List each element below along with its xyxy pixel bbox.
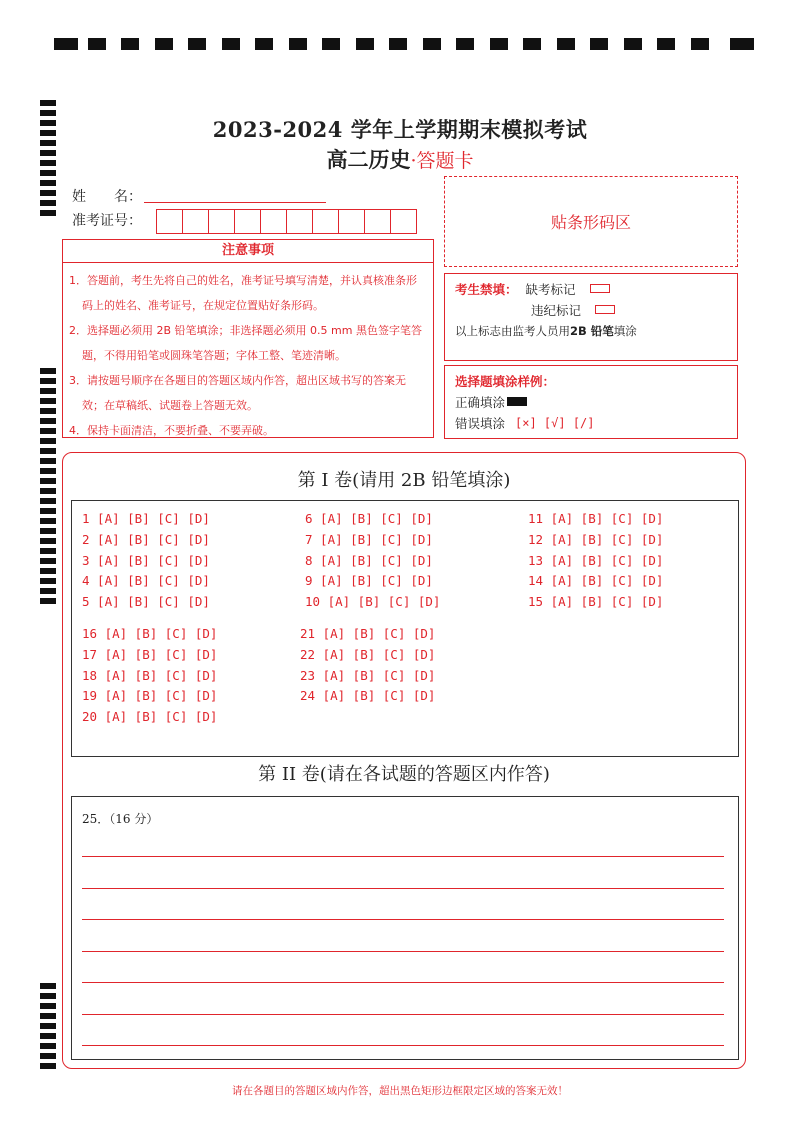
violation-mark-box[interactable] — [595, 305, 615, 314]
timing-mark — [40, 190, 56, 196]
timing-mark — [523, 38, 541, 50]
choice-question-row[interactable]: 24 [A] [B] [C] [D] — [300, 688, 436, 704]
choice-question-row[interactable]: 22 [A] [B] [C] [D] — [300, 646, 436, 662]
timing-mark — [590, 38, 608, 50]
choice-question-row[interactable]: 2 [A] [B] [C] [D] — [82, 531, 210, 547]
answer-line — [82, 982, 724, 983]
timing-mark — [40, 498, 56, 504]
timing-mark — [40, 983, 56, 989]
violation-mark-label: 违纪标记 — [531, 302, 582, 318]
timing-mark — [40, 558, 56, 564]
exam-title: 2023-2024 学年上学期期末模拟考试 — [212, 117, 588, 142]
choice-question-row[interactable]: 1 [A] [B] [C] [D] — [82, 511, 210, 526]
timing-mark — [40, 1053, 56, 1059]
timing-mark — [54, 38, 78, 50]
timing-mark — [40, 598, 56, 604]
exam-id-digit-box[interactable] — [234, 209, 261, 234]
timing-mark — [40, 518, 56, 524]
timing-mark — [423, 38, 441, 50]
question-25-label: 25．（16 分） — [82, 812, 159, 826]
timing-mark — [40, 428, 56, 434]
exam-id-boxes[interactable] — [156, 209, 416, 234]
answer-line — [82, 856, 724, 857]
choice-question-row[interactable]: 23 [A] [B] [C] [D] — [300, 667, 436, 683]
absent-mark-label: 缺考标记 — [525, 281, 576, 297]
section1-title: 第 I 卷(请用 2B 铅笔填涂) — [297, 470, 511, 491]
notice-item-3: 3．请按题号顺序在各题目的答题区域内作答，超出区域书写的答案无效；在草稿纸、试题卷上答题无效。 — [69, 374, 406, 412]
notice-heading: 注意事项 — [62, 239, 434, 263]
choice-question-row[interactable]: 15 [A] [B] [C] [D] — [528, 594, 664, 610]
answer-line — [82, 1045, 724, 1046]
timing-mark — [322, 38, 340, 50]
footer-warning: 请在各题目的答题区域内作答，超出黑色矩形边框限定区域的答案无效！ — [232, 1085, 568, 1097]
timing-mark — [40, 588, 56, 594]
choice-question-row[interactable]: 6 [A] [B] [C] [D] — [305, 511, 433, 526]
wrong-fill-examples: [×] [√] [/] — [515, 415, 595, 430]
timing-mark — [40, 478, 56, 484]
notice-item-4: 4．保持卡面清洁，不要折叠、不要弄破。 — [69, 424, 274, 437]
side-timing-marks-lower — [40, 983, 56, 1073]
timing-mark — [255, 38, 273, 50]
subject-title — [0, 144, 800, 174]
exam-id-digit-box[interactable] — [260, 209, 287, 234]
notice-item-1: 1．答题前，考生先将自己的姓名，准考证号填写清楚，并认真核准条形码上的姓名、准考证号，在规定位置贴好条形码。 — [69, 274, 417, 312]
choice-question-row[interactable]: 14 [A] [B] [C] [D] — [528, 573, 664, 589]
timing-mark — [40, 538, 56, 544]
choice-question-row[interactable]: 8 [A] [B] [C] [D] — [305, 552, 433, 568]
name-label: 姓 名： — [72, 189, 142, 205]
timing-mark — [40, 438, 56, 444]
timing-mark — [40, 368, 56, 374]
timing-mark — [40, 408, 56, 414]
choice-question-row[interactable]: 12 [A] [B] [C] [D] — [528, 531, 664, 547]
timing-mark — [456, 38, 474, 50]
side-timing-marks-middle — [40, 368, 56, 608]
timing-mark — [40, 528, 56, 534]
timing-mark — [40, 508, 56, 514]
timing-mark — [40, 388, 56, 394]
proctor-note-pencil: 2B 铅笔 — [570, 323, 614, 338]
subject-name: 高二历史 — [326, 147, 411, 172]
timing-mark — [40, 1003, 56, 1009]
timing-mark — [40, 100, 56, 106]
timing-mark — [40, 448, 56, 454]
section2-title: 第 II 卷(请在各试题的答题区内作答) — [258, 764, 550, 785]
timing-mark — [40, 993, 56, 999]
proctor-note-suffix: 填涂 — [613, 323, 637, 338]
timing-mark — [40, 1063, 56, 1069]
exam-id-digit-box[interactable] — [286, 209, 313, 234]
choice-question-row[interactable]: 19 [A] [B] [C] [D] — [82, 688, 218, 704]
correct-fill-example — [507, 397, 527, 406]
correct-fill-label: 正确填涂 — [455, 394, 506, 410]
timing-mark — [40, 1013, 56, 1019]
timing-mark — [40, 378, 56, 384]
essay-answer-box[interactable] — [71, 796, 739, 1060]
timing-mark — [40, 488, 56, 494]
timing-mark — [557, 38, 575, 50]
timing-mark — [40, 180, 56, 186]
timing-mark — [40, 210, 56, 216]
timing-mark — [40, 548, 56, 554]
choice-question-row[interactable]: 18 [A] [B] [C] [D] — [82, 667, 218, 683]
fill-sample-heading: 选择题填涂样例： — [455, 373, 556, 389]
exam-id-digit-box[interactable] — [364, 209, 391, 234]
exam-id-digit-box[interactable] — [338, 209, 365, 234]
choice-question-row[interactable]: 17 [A] [B] [C] [D] — [82, 646, 218, 662]
timing-mark — [222, 38, 240, 50]
timing-mark — [657, 38, 675, 50]
timing-mark — [40, 1033, 56, 1039]
barcode-area: 贴条形码区 — [444, 176, 738, 267]
exam-id-label: 准考证号： — [72, 213, 142, 229]
choice-question-row[interactable]: 21 [A] [B] [C] [D] — [300, 626, 436, 641]
proctor-note-prefix: 以上标志由监考人员用 — [455, 323, 570, 338]
choice-question-row[interactable]: 20 [A] [B] [C] [D] — [82, 709, 218, 725]
exam-id-digit-box[interactable] — [182, 209, 209, 234]
absent-mark-box[interactable] — [590, 284, 610, 293]
timing-mark — [40, 398, 56, 404]
timing-mark — [40, 468, 56, 474]
choice-question-row[interactable]: 5 [A] [B] [C] [D] — [82, 594, 210, 610]
timing-mark — [356, 38, 374, 50]
exam-id-digit-box[interactable] — [208, 209, 235, 234]
notice-list — [62, 262, 434, 438]
timing-mark — [389, 38, 407, 50]
timing-mark — [691, 38, 709, 50]
timing-mark — [40, 200, 56, 206]
timing-mark — [730, 38, 754, 50]
timing-mark — [88, 38, 106, 50]
timing-mark — [40, 418, 56, 424]
choice-question-row[interactable]: 4 [A] [B] [C] [D] — [82, 573, 210, 589]
choice-question-row[interactable]: 3 [A] [B] [C] [D] — [82, 552, 210, 568]
fill-sample-panel — [444, 365, 738, 439]
choice-question-row[interactable]: 13 [A] [B] [C] [D] — [528, 552, 664, 568]
timing-mark — [188, 38, 206, 50]
timing-mark — [289, 38, 307, 50]
choice-question-row[interactable]: 9 [A] [B] [C] [D] — [305, 573, 433, 589]
notice-item-2: 2．选择题必须用 2B 铅笔填涂；非选择题必须用 0.5 mm 黑色签字笔答题，不得用铅笔或圆珠笔答题；字体工整、笔迹清晰。 — [69, 324, 422, 362]
timing-mark — [40, 568, 56, 574]
proctor-only-label: 考生禁填： — [455, 281, 518, 297]
choice-question-row[interactable]: 10 [A] [B] [C] [D] — [305, 594, 441, 610]
name-field[interactable] — [144, 202, 326, 203]
proctor-only-panel — [444, 273, 738, 361]
choice-question-row[interactable]: 7 [A] [B] [C] [D] — [305, 531, 433, 547]
choice-question-row[interactable]: 11 [A] [B] [C] [D] — [528, 511, 664, 526]
answer-sheet-label: ·答题卡 — [410, 150, 474, 172]
exam-id-digit-box[interactable] — [390, 209, 417, 234]
timing-mark — [40, 1023, 56, 1029]
wrong-fill-label: 错误填涂 — [455, 415, 506, 431]
answer-line — [82, 888, 724, 889]
timing-mark — [40, 578, 56, 584]
timing-mark — [490, 38, 508, 50]
answer-line — [82, 1014, 724, 1015]
timing-mark — [40, 1043, 56, 1049]
answer-line — [82, 951, 724, 952]
exam-id-digit-box[interactable] — [312, 209, 339, 234]
timing-mark — [624, 38, 642, 50]
choice-question-row[interactable]: 16 [A] [B] [C] [D] — [82, 626, 218, 641]
exam-id-digit-box[interactable] — [156, 209, 183, 234]
answer-line — [82, 919, 724, 920]
top-timing-marks — [54, 38, 754, 52]
timing-mark — [155, 38, 173, 50]
timing-mark — [40, 458, 56, 464]
timing-mark — [121, 38, 139, 50]
